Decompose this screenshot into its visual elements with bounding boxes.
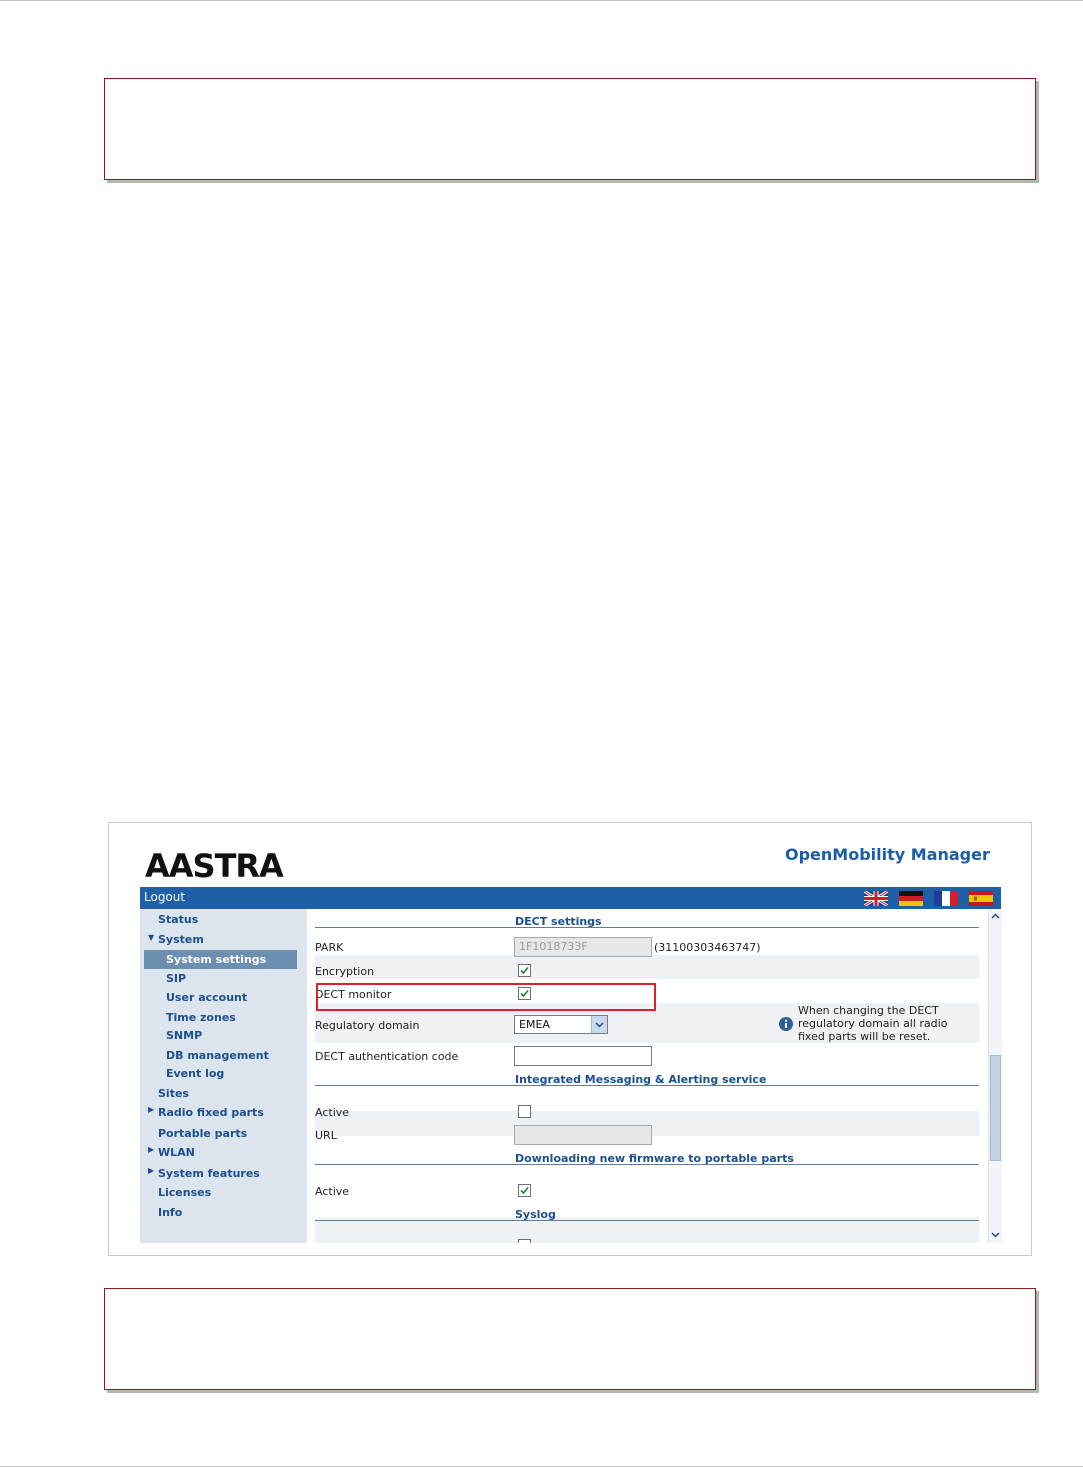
- sidebar-item-sites[interactable]: Sites: [158, 1087, 189, 1100]
- ima-active-checkbox[interactable]: [518, 1105, 531, 1118]
- park-field: [514, 937, 652, 957]
- sidebar-item-user-account[interactable]: User account: [166, 991, 248, 1004]
- row-shade: [315, 955, 979, 979]
- firmware-active-checkbox[interactable]: [518, 1184, 531, 1197]
- sidebar-item-portable-parts[interactable]: Portable parts: [158, 1127, 248, 1140]
- park-value: 1F1018733F: [519, 940, 588, 953]
- firmware-active-label: Active: [315, 1185, 350, 1198]
- url-label: URL: [315, 1129, 337, 1142]
- sidebar-item-system[interactable]: System: [158, 933, 204, 946]
- section-divider: [315, 927, 979, 928]
- sidebar-item-sip[interactable]: SIP: [166, 972, 187, 985]
- sidebar-item-snmp[interactable]: SNMP: [166, 1029, 203, 1042]
- regulatory-domain-select[interactable]: [514, 1015, 608, 1034]
- section-divider: [315, 1220, 979, 1221]
- note-box-top: [104, 78, 1036, 180]
- encryption-checkbox[interactable]: [518, 964, 531, 977]
- check-icon: [519, 965, 530, 976]
- spain-flag-icon[interactable]: [969, 891, 993, 906]
- page-top-rule: [0, 0, 1083, 1]
- sidebar-item-info[interactable]: Info: [158, 1206, 183, 1219]
- sidebar-item-status[interactable]: Status: [158, 913, 199, 926]
- auth-code-input[interactable]: [514, 1046, 652, 1066]
- triangle-down-icon[interactable]: ▼: [148, 933, 155, 942]
- triangle-right-icon[interactable]: ▶: [148, 1145, 155, 1154]
- triangle-right-icon[interactable]: ▶: [148, 1105, 155, 1114]
- scrollbar-thumb[interactable]: [990, 1055, 1001, 1161]
- screenshot-frame: [108, 822, 1032, 1256]
- sidebar-item-system-settings[interactable]: System settings: [166, 953, 267, 966]
- check-icon: [519, 1185, 530, 1196]
- sidebar-nav: [140, 909, 307, 1243]
- regulatory-domain-label: Regulatory domain: [315, 1019, 420, 1032]
- dect-monitor-highlight-box: [316, 983, 656, 1011]
- dect-monitor-label: DECT monitor: [315, 988, 392, 1001]
- regulatory-domain-value: EMEA: [519, 1018, 550, 1031]
- encryption-label: Encryption: [315, 965, 375, 978]
- chevron-down-icon[interactable]: [591, 1016, 607, 1033]
- settings-content: [315, 909, 980, 1243]
- section-title-ima: Integrated Messaging & Alerting service: [515, 1073, 767, 1086]
- auth-code-label: DECT authentication code: [315, 1050, 459, 1063]
- syslog-checkbox[interactable]: [518, 1239, 531, 1243]
- sidebar-item-licenses[interactable]: Licenses: [158, 1186, 212, 1199]
- triangle-right-icon[interactable]: ▶: [148, 1166, 155, 1175]
- sidebar-item-wlan[interactable]: WLAN: [158, 1146, 195, 1159]
- sidebar-item-system-features[interactable]: System features: [158, 1167, 260, 1180]
- scroll-up-arrow-icon[interactable]: [990, 911, 1001, 922]
- url-input[interactable]: [514, 1125, 652, 1145]
- section-title-firmware: Downloading new firmware to portable parts: [515, 1152, 794, 1165]
- logout-link[interactable]: Logout: [144, 890, 186, 904]
- info-icon: [779, 1017, 793, 1031]
- germany-flag-icon[interactable]: [899, 891, 923, 906]
- regulatory-domain-note: When changing the DECT regulatory domain all radio fixed parts will be reset.: [798, 1004, 948, 1043]
- sidebar-item-radio-fixed-parts[interactable]: Radio fixed parts: [158, 1106, 264, 1119]
- section-title-dect: DECT settings: [515, 915, 602, 928]
- uk-flag-icon[interactable]: [864, 891, 888, 906]
- page-bottom-rule: [0, 1466, 1083, 1467]
- note-box-bottom: [104, 1288, 1036, 1390]
- scroll-down-arrow-icon[interactable]: [990, 1229, 1001, 1240]
- content-scrollbar[interactable]: [988, 909, 1002, 1243]
- svg-text:AASTRA: AASTRA: [145, 847, 283, 883]
- park-label: PARK: [315, 941, 344, 954]
- product-title: OpenMobility Manager: [785, 845, 990, 864]
- aastra-logo: [145, 847, 295, 883]
- top-bar: [140, 887, 1001, 909]
- sidebar-item-db-management[interactable]: DB management: [166, 1049, 269, 1062]
- sidebar-item-event-log[interactable]: Event log: [166, 1067, 225, 1080]
- france-flag-icon[interactable]: [934, 891, 958, 906]
- sidebar-item-time-zones[interactable]: Time zones: [166, 1011, 236, 1024]
- section-title-syslog: Syslog: [515, 1208, 556, 1221]
- park-extra-value: (31100303463747): [654, 941, 761, 954]
- ima-active-label: Active: [315, 1106, 350, 1119]
